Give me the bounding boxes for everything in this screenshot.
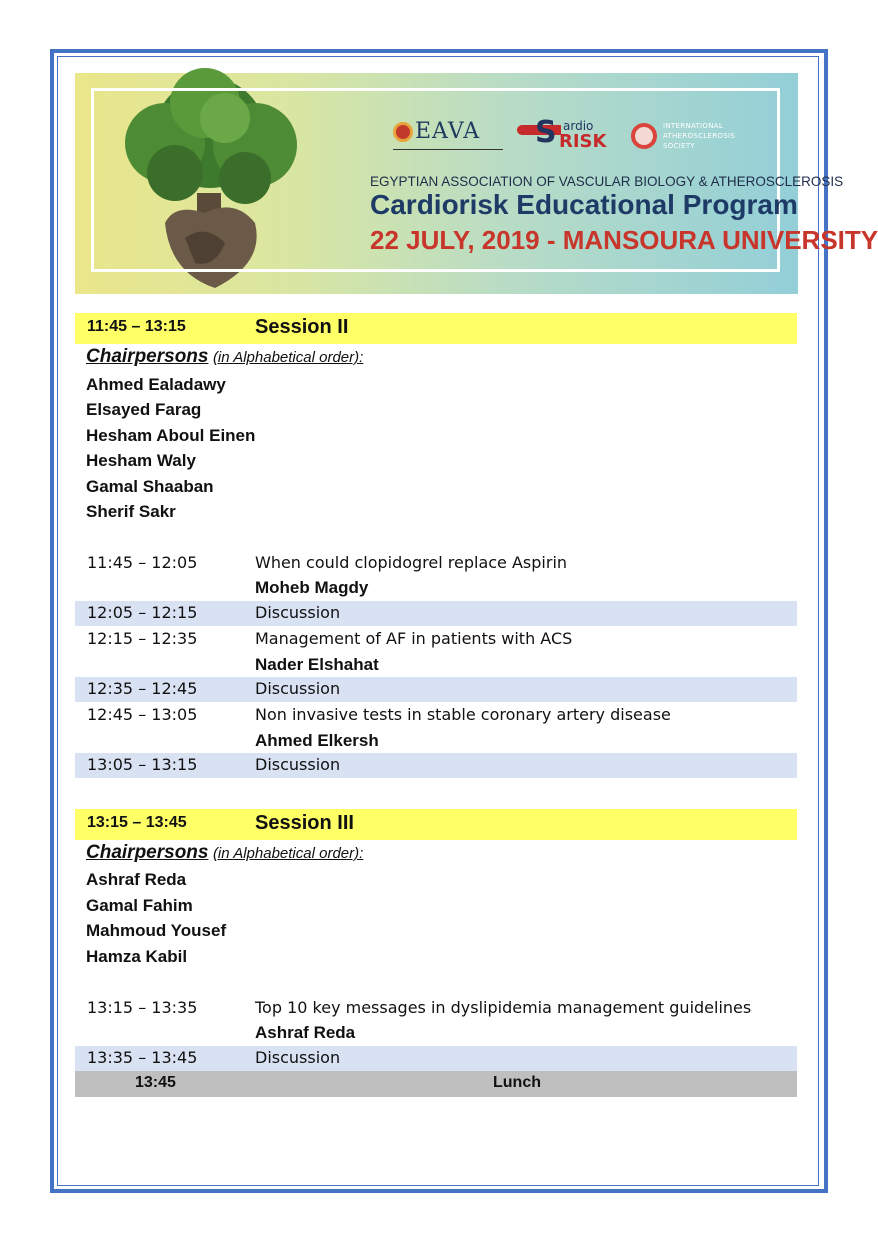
program-row	[75, 703, 797, 728]
session-2-header	[75, 313, 797, 344]
program-row	[75, 996, 797, 1021]
lunch-row	[75, 1071, 797, 1097]
talk-title: Discussion	[255, 679, 341, 698]
chairperson: Gamal Fahim	[86, 896, 193, 915]
session-title: Session II	[255, 316, 349, 338]
chairperson: Ahmed Ealadawy	[86, 375, 226, 394]
speaker-name: Moheb Magdy	[255, 578, 369, 597]
eava-logo-icon	[393, 122, 413, 142]
association-name: EGYPTIAN ASSOCIATION OF VASCULAR BIOLOGY & ATHEROSCLEROSIS	[370, 173, 844, 190]
talk-time: 13:15 – 13:35	[87, 998, 198, 1017]
cardiorisk-logo: S ardio RISK	[517, 117, 617, 157]
session-time: 11:45 – 13:15	[87, 318, 186, 335]
discussion-row	[75, 677, 797, 702]
ias-logo-icon	[631, 123, 657, 149]
ias-logo: INTERNATIONAL ATHEROSCLEROSIS SOCIETY	[631, 119, 741, 159]
talk-title: Non invasive tests in stable coronary artery disease	[255, 705, 671, 724]
discussion-row	[75, 753, 797, 778]
speaker-name: Ashraf Reda	[255, 1023, 356, 1042]
talk-title: When could clopidogrel replace Aspirin	[255, 553, 568, 572]
chairperson: Elsayed Farag	[86, 400, 202, 419]
talk-time: 12:45 – 13:05	[87, 705, 198, 724]
discussion-row	[75, 601, 797, 626]
speaker-name: Ahmed Elkersh	[255, 731, 379, 750]
chairpersons-label: Chairpersons (in Alphabetical order):	[86, 346, 364, 367]
chairperson: Hesham Waly	[86, 451, 196, 470]
talk-time: 12:05 – 12:15	[87, 603, 198, 622]
speaker-name: Nader Elshahat	[255, 655, 379, 674]
chairperson: Sherif Sakr	[86, 502, 176, 521]
chairperson: Mahmoud Yousef	[86, 921, 227, 940]
chairperson: Gamal Shaaban	[86, 477, 214, 496]
talk-title: Top 10 key messages in dyslipidemia management guidelines	[255, 998, 752, 1017]
program-title: Cardiorisk Educational Program	[370, 189, 798, 220]
event-banner	[75, 73, 878, 294]
session-3-header	[75, 809, 797, 840]
program-row	[75, 627, 797, 652]
talk-time: 12:15 – 12:35	[87, 629, 198, 648]
talk-time: 12:35 – 12:45	[87, 679, 198, 698]
talk-title: Discussion	[255, 603, 341, 622]
chairperson: Hesham Aboul Einen	[86, 426, 256, 445]
talk-time: 13:05 – 13:15	[87, 755, 198, 774]
event-date-venue: 22 JULY, 2019 - MANSOURA UNIVERSITY	[370, 225, 878, 255]
lunch-label: Lunch	[493, 1074, 541, 1091]
chairperson: Ashraf Reda	[86, 870, 187, 889]
session-title: Session III	[255, 812, 354, 834]
lunch-time: 13:45	[135, 1074, 176, 1091]
discussion-row	[75, 1046, 797, 1071]
talk-time: 13:35 – 13:45	[87, 1048, 198, 1067]
talk-title: Management of AF in patients with ACS	[255, 629, 573, 648]
program-row	[75, 551, 797, 576]
eava-logo: EAVA	[393, 119, 480, 144]
talk-time: 11:45 – 12:05	[87, 553, 198, 572]
chairpersons-label: Chairpersons (in Alphabetical order):	[86, 842, 364, 863]
session-time: 13:15 – 13:45	[87, 814, 187, 831]
chairperson: Hamza Kabil	[86, 947, 188, 966]
talk-title: Discussion	[255, 1048, 341, 1067]
talk-title: Discussion	[255, 755, 341, 774]
logo-row	[393, 117, 753, 157]
